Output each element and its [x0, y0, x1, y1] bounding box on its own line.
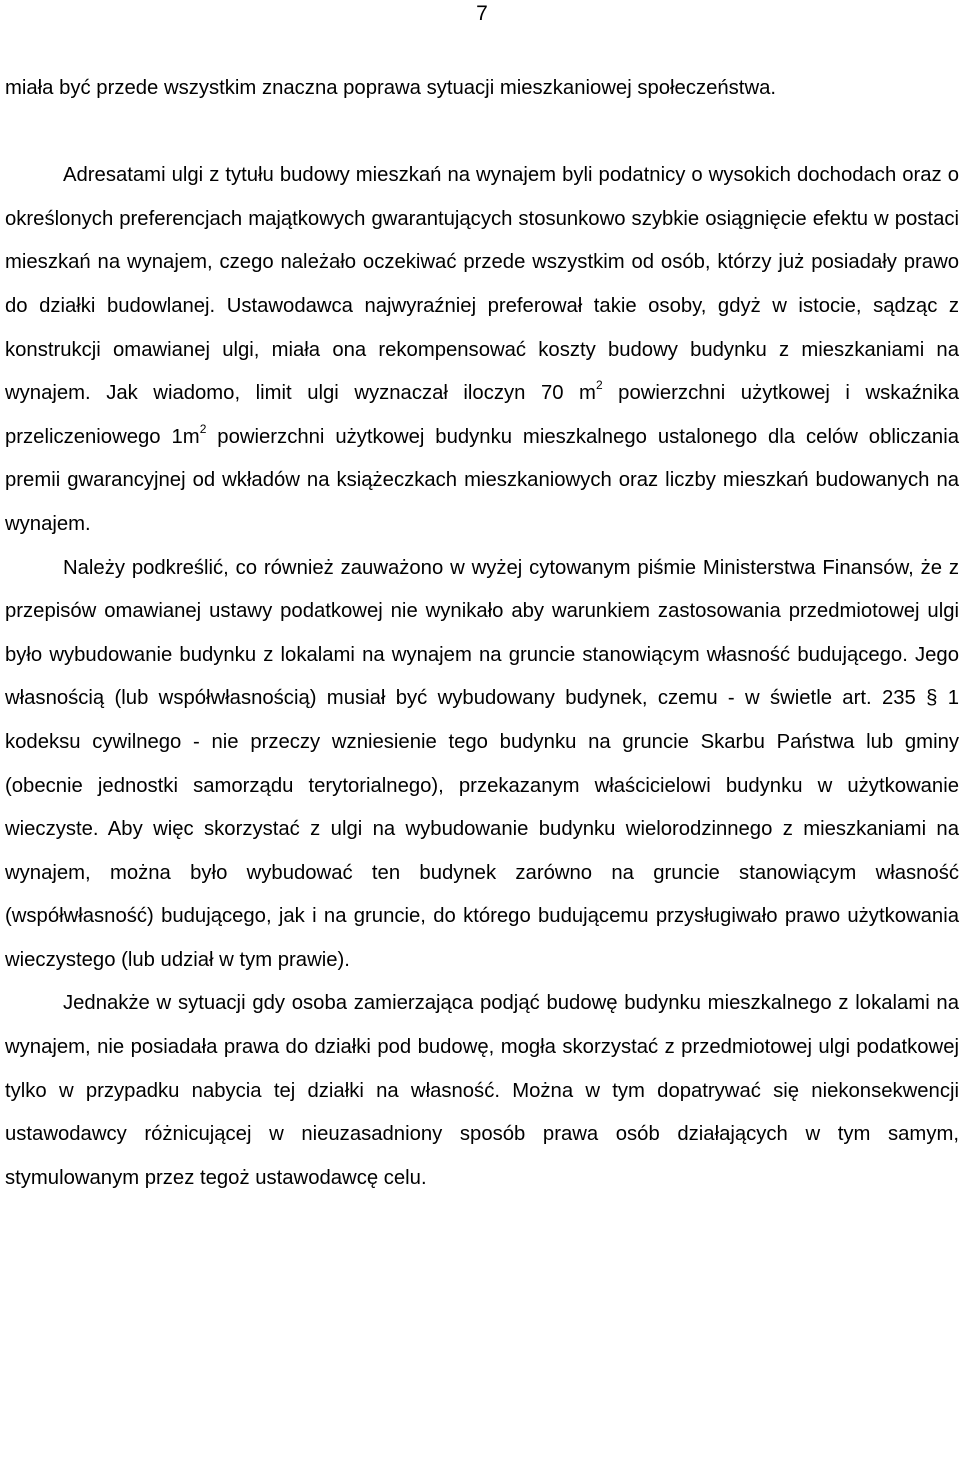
- paragraph-text: powierzchni użytkowej i wskaźnika przeliczeniowego 1m: [5, 382, 959, 448]
- paragraph-text: powierzchni użytkowej budynku mieszkalnego ustalonego dla celów obliczania premii gwarancyjnej od wkładów na książeczkach mieszkaniowych oraz liczby mieszkań budowanych na wynajem.: [5, 425, 959, 535]
- superscript: 2: [199, 421, 207, 436]
- page-number: 7: [476, 2, 488, 25]
- paragraph-ministry-note: Należy podkreślić, co również zauważono w wyżej cytowanym piśmie Ministerstwa Finansów, że z przepisów omawianej ustawy podatkowej nie wynikało aby warunkiem zastosowania przedmiotowej ulgi było wybudowanie budynku z lokalami na wynajem na gruncie stanowiącym własność budującego. Jego własnością (lub współwłasnością) musiał być wybudowany budynek, czemu - w świetle art. 235 ‍§ 1 kodeksu cywilnego - nie przeczy wzniesienie tego budynku na gruncie Skarbu Państwa lub gminy (obecnie jednostki samorządu terytorialnego), przekazanym właścicielowi budynku w użytkowanie wieczyste. Aby więc skorzystać z ulgi na wybudowanie budynku wielorodzinnego z mieszkaniami na wynajem, można było wybudować ten budynek zarówno na gruncie stanowiącym własność (współwłasność) budującego, jak i na gruncie, do którego budującemu przysługiwało prawo użytkowania wieczystego (lub udział w tym prawie).: [5, 556, 959, 971]
- body-text: [5, 67, 959, 1200]
- paragraph-text: Adresatami ulgi z tytułu budowy mieszkań na wynajem byli podatnicy o wysokich dochodach oraz o określonych preferencjach majątkowych gwarantujących stosunkowo szybkie osiągnięcie efektu w postaci mieszkań na wynajem, czego należało oczekiwać przede wszystkim od osób, którzy już posiadały prawo do działki budowlanej. Ustawodawca najwyraźniej preferował takie osoby, gdyż w istocie, sądząc z konstrukcji omawianej ulgi, miała ona rekompensować koszty budowy budynku z mieszkaniami na wynajem. Jak wiadomo, limit ulgi wyznaczał iloczyn 70 m: [5, 164, 959, 405]
- paragraph-continuation: miała być przede wszystkim znaczna poprawa sytuacji mieszkaniowej społeczeństwa.: [5, 77, 777, 99]
- paragraph-relief-addressees: [5, 154, 959, 546]
- superscript: 2: [595, 378, 603, 393]
- paragraph-inconsistency: Jednakże w sytuacji gdy osoba zamierzająca podjąć budowę budynku mieszkalnego z lokalami na wynajem, nie posiadała prawa do działki pod budowę, mogła skorzystać z przedmiotowej ulgi podatkowej tylko w przypadku nabycia tej działki na własność. Można w tym dopatrywać się niekonsekwencji ustawodawcy różnicującej w nieuzasadniony sposób prawa osób działających w tym samym, stymulowanym przez tegoż ustawodawcę celu.: [5, 992, 959, 1189]
